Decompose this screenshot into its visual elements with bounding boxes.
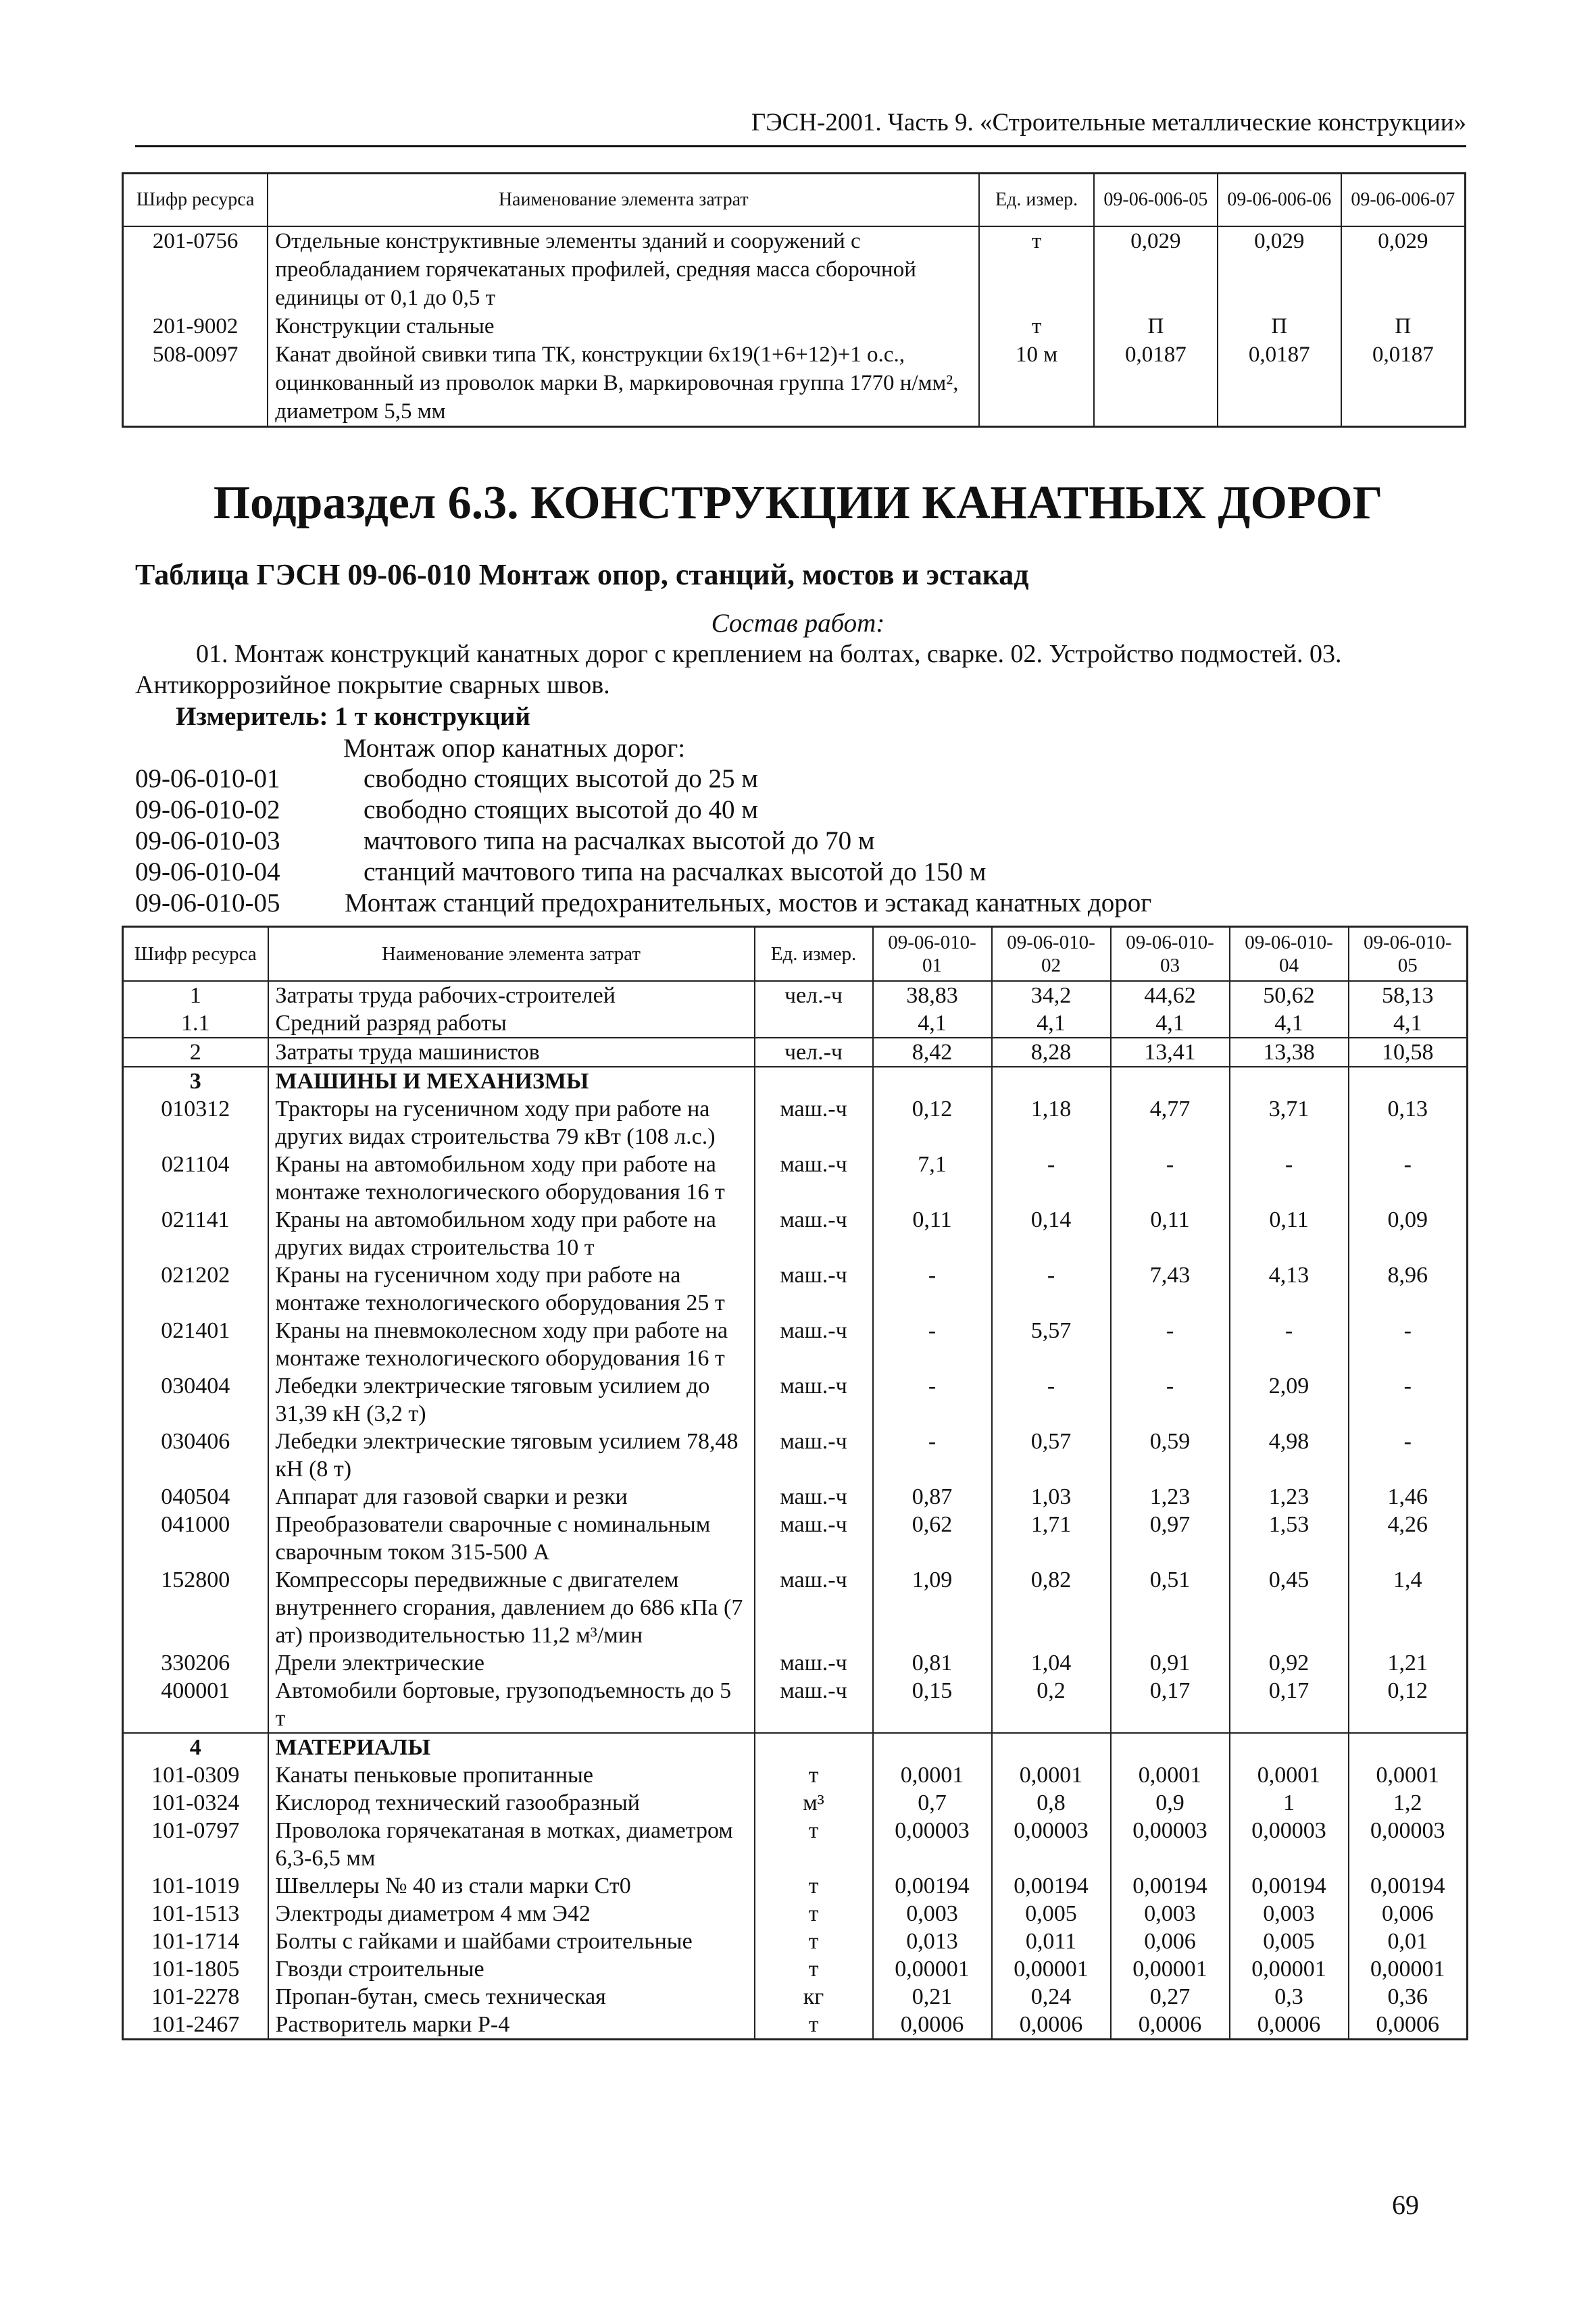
table-row <box>123 226 1466 312</box>
code-list-item <box>135 857 1151 888</box>
table-cell: маш.-ч <box>755 1511 873 1566</box>
table-cell: 0,8 <box>992 1789 1111 1817</box>
table-cell: Болты с гайками и шайбами строительные <box>268 1928 755 1955</box>
table-cell: Краны на гусеничном ходу при работе на монтаже технологического оборудования 25 т <box>268 1261 755 1317</box>
table-cell: 400001 <box>123 1677 268 1733</box>
table-cell: 0,0001 <box>1111 1761 1230 1789</box>
table-cell: 0,003 <box>1230 1900 1349 1928</box>
table-cell: 040504 <box>123 1483 268 1511</box>
table-cell: т <box>755 1900 873 1928</box>
table-cell: 0,0006 <box>1349 2011 1468 2040</box>
table-cell: 58,13 <box>1349 981 1468 1009</box>
table-cell: 0,003 <box>873 1900 992 1928</box>
table-cell: 0,24 <box>992 1983 1111 2011</box>
column-header: 09-06-010-04 <box>1230 927 1349 982</box>
table-cell: - <box>1349 1317 1468 1372</box>
table-cell: 0,51 <box>1111 1566 1230 1649</box>
table-cell: - <box>1111 1372 1230 1428</box>
table-row <box>123 1900 1468 1928</box>
table-row <box>123 1317 1468 1372</box>
table-cell: т <box>979 226 1094 312</box>
table-cell: 0,0006 <box>992 2011 1111 2040</box>
table-cell: 1,23 <box>1230 1483 1349 1511</box>
table-cell: 0,0001 <box>873 1761 992 1789</box>
table-row <box>123 1511 1468 1566</box>
table-cell: Краны на автомобильном ходу при работе на монтаже технологического оборудования 16 т <box>268 1151 755 1206</box>
section-title: МАТЕРИАЛЫ <box>268 1733 755 1761</box>
table-cell: 0,00194 <box>1230 1872 1349 1900</box>
empty-cell <box>873 1733 992 1761</box>
table-cell: 3,71 <box>1230 1095 1349 1151</box>
work-composition-text: 01. Монтаж конструкций канатных дорог с креплением на болтах, сварке. 02. Устройство подмостей. 03. Антикоррозийное покрытие сварных швов. <box>135 640 1342 699</box>
table-row <box>123 1789 1468 1817</box>
table-cell: 0,81 <box>873 1649 992 1677</box>
table-row <box>123 1372 1468 1428</box>
table-cell: - <box>1111 1151 1230 1206</box>
table-cell: 0,0187 <box>1218 341 1341 427</box>
table-cell: Пропан-бутан, смесь техническая <box>268 1983 755 2011</box>
table-cell: 0,005 <box>992 1900 1111 1928</box>
table-cell: 0,57 <box>992 1428 1111 1483</box>
empty-cell <box>1111 1067 1230 1095</box>
table-cell: 0,011 <box>992 1928 1111 1955</box>
table-cell: Краны на автомобильном ходу при работе на других видах строительства 10 т <box>268 1206 755 1261</box>
table-row <box>123 1483 1468 1511</box>
table-row <box>123 2011 1468 2040</box>
table-cell: 030406 <box>123 1428 268 1483</box>
table-cell: Кислород технический газообразный <box>268 1789 755 1817</box>
table-cell: 0,82 <box>992 1566 1111 1649</box>
code-list-item <box>135 826 1151 857</box>
section-header-row <box>123 1733 1468 1761</box>
table-cell: т <box>755 1872 873 1900</box>
table-cell: - <box>1349 1428 1468 1483</box>
norms-table <box>122 926 1468 2040</box>
table-cell: 101-0324 <box>123 1789 268 1817</box>
table-cell: маш.-ч <box>755 1372 873 1428</box>
table-cell: 8,42 <box>873 1038 992 1067</box>
table-cell: Аппарат для газовой сварки и резки <box>268 1483 755 1511</box>
table-cell: Лебедки электрические тяговым усилием до 31,39 кН (3,2 т) <box>268 1372 755 1428</box>
table-cell: 041000 <box>123 1511 268 1566</box>
table-cell: 10,58 <box>1349 1038 1468 1067</box>
table-row <box>123 1566 1468 1649</box>
table-cell: 4,77 <box>1111 1095 1230 1151</box>
continuation-table-header <box>123 174 1466 227</box>
table-cell: П <box>1218 312 1341 341</box>
empty-cell <box>1349 1733 1468 1761</box>
table-cell: 5,57 <box>992 1317 1111 1372</box>
table-cell: 34,2 <box>992 981 1111 1009</box>
table-cell: 0,029 <box>1341 226 1466 312</box>
table-cell: 0,00194 <box>992 1872 1111 1900</box>
table-cell: кг <box>755 1983 873 2011</box>
table-cell: Электроды диаметром 4 мм Э42 <box>268 1900 755 1928</box>
table-cell: т <box>755 1817 873 1872</box>
code-description: Монтаж станций предохранительных, мостов и эстакад канатных дорог <box>345 888 1152 917</box>
table-cell: маш.-ч <box>755 1483 873 1511</box>
table-cell: 1,03 <box>992 1483 1111 1511</box>
table-cell: Лебедки электрические тяговым усилием 78,48 кН (8 т) <box>268 1428 755 1483</box>
table-cell: 1,18 <box>992 1095 1111 1151</box>
table-row <box>123 1649 1468 1677</box>
table-cell: маш.-ч <box>755 1566 873 1649</box>
table-cell: 1,71 <box>992 1511 1111 1566</box>
table-cell: 0,12 <box>1349 1677 1468 1733</box>
work-composition-label: Состав работ: <box>711 609 885 638</box>
table-cell: 152800 <box>123 1566 268 1649</box>
table-cell: 0,0001 <box>1230 1761 1349 1789</box>
empty-cell <box>1230 1067 1349 1095</box>
table-cell: 0,00194 <box>1349 1872 1468 1900</box>
table-cell: т <box>755 2011 873 2040</box>
table-cell: 0,11 <box>1230 1206 1349 1261</box>
table-cell: 0,3 <box>1230 1983 1349 2011</box>
table-cell: 1,23 <box>1111 1483 1230 1511</box>
table-cell: - <box>873 1372 992 1428</box>
code-list <box>135 763 1151 919</box>
table-cell: 101-2467 <box>123 2011 268 2040</box>
empty-cell <box>755 1733 873 1761</box>
table-cell: 0,9 <box>1111 1789 1230 1817</box>
table-cell: Тракторы на гусеничном ходу при работе на других видах строительства 79 кВт (108 л.с.) <box>268 1095 755 1151</box>
column-header: 09-06-010-05 <box>1349 927 1468 982</box>
table-cell: 0,13 <box>1349 1095 1468 1151</box>
table-cell: 0,00003 <box>1111 1817 1230 1872</box>
table-cell: - <box>992 1372 1111 1428</box>
table-cell: Проволока горячекатаная в мотках, диаметром 6,3-6,5 мм <box>268 1817 755 1872</box>
norms-table-header <box>123 927 1468 982</box>
table-cell: - <box>1349 1151 1468 1206</box>
table-cell: маш.-ч <box>755 1649 873 1677</box>
empty-cell <box>1111 1733 1230 1761</box>
table-cell: 101-0797 <box>123 1817 268 1872</box>
table-cell: 4,1 <box>1230 1009 1349 1038</box>
table-cell: 1 <box>123 981 268 1009</box>
table-cell: 2 <box>123 1038 268 1067</box>
table-cell: Краны на пневмоколесном ходу при работе на монтаже технологического оборудования 16 т <box>268 1317 755 1372</box>
table-cell: 4,1 <box>992 1009 1111 1038</box>
code: 09-06-010-04 <box>135 857 280 886</box>
table-title: Таблица ГЭСН 09-06-010 Монтаж опор, станций, мостов и эстакад <box>135 558 1029 591</box>
table-cell: 0,11 <box>1111 1206 1230 1261</box>
table-cell: Отдельные конструктивные элементы зданий и сооружений с преобладанием горячекатаных профилей, средняя масса сборочной единицы от 0,1 до 0,5 т <box>268 226 979 312</box>
table-row <box>123 1009 1468 1038</box>
empty-cell <box>1230 1733 1349 1761</box>
table-cell: 1,2 <box>1349 1789 1468 1817</box>
empty-cell <box>992 1067 1111 1095</box>
measure-unit: Измеритель: 1 т конструкций <box>176 702 530 731</box>
table-cell: 0,15 <box>873 1677 992 1733</box>
column-header: 09-06-006-05 <box>1094 174 1218 227</box>
table-cell: 021141 <box>123 1206 268 1261</box>
code: 09-06-010-01 <box>135 764 280 793</box>
table-cell: 38,83 <box>873 981 992 1009</box>
table-cell: 0,97 <box>1111 1511 1230 1566</box>
table-cell: 0,029 <box>1094 226 1218 312</box>
table-cell: 0,62 <box>873 1511 992 1566</box>
table-cell: 101-0309 <box>123 1761 268 1789</box>
table-cell: 0,27 <box>1111 1983 1230 2011</box>
table-cell: 0,013 <box>873 1928 992 1955</box>
column-header: Шифр ресурса <box>123 927 268 982</box>
table-cell: 13,38 <box>1230 1038 1349 1067</box>
table-cell: 1 <box>1230 1789 1349 1817</box>
table-cell: 13,41 <box>1111 1038 1230 1067</box>
table-cell: 0,0187 <box>1341 341 1466 427</box>
column-header: 09-06-010-02 <box>992 927 1111 982</box>
table-cell: - <box>1111 1317 1230 1372</box>
table-cell: 0,36 <box>1349 1983 1468 2011</box>
code-list-item <box>135 795 1151 826</box>
table-cell: 44,62 <box>1111 981 1230 1009</box>
table-cell: 101-2278 <box>123 1983 268 2011</box>
table-cell: 0,00194 <box>873 1872 992 1900</box>
table-cell: 0,7 <box>873 1789 992 1817</box>
table-cell: - <box>1230 1317 1349 1372</box>
table-row <box>123 1955 1468 1983</box>
table-cell: 0,00003 <box>992 1817 1111 1872</box>
table-cell: т <box>755 1928 873 1955</box>
table-cell: 0,00001 <box>1349 1955 1468 1983</box>
subsection-title: Подраздел 6.3. КОНСТРУКЦИИ КАНАТНЫХ ДОРОГ <box>213 477 1383 529</box>
table-cell: 0,11 <box>873 1206 992 1261</box>
table-cell: Канат двойной свивки типа ТК, конструкции 6х19(1+6+12)+1 о.с., оцинкованный из проволок марки В, маркировочная группа 1770 н/мм², диаметром 5,5 мм <box>268 341 979 427</box>
table-cell: маш.-ч <box>755 1317 873 1372</box>
table-cell: 0,87 <box>873 1483 992 1511</box>
table-cell: м³ <box>755 1789 873 1817</box>
table-cell: Растворитель марки Р-4 <box>268 2011 755 2040</box>
table-cell: маш.-ч <box>755 1677 873 1733</box>
table-row <box>123 981 1468 1009</box>
table-cell: 0,91 <box>1111 1649 1230 1677</box>
table-cell: 0,00001 <box>992 1955 1111 1983</box>
table-cell: 4,1 <box>1111 1009 1230 1038</box>
table-cell: 0,006 <box>1349 1900 1468 1928</box>
table-cell: 0,00001 <box>873 1955 992 1983</box>
column-header: 09-06-006-06 <box>1218 174 1341 227</box>
table-row <box>123 341 1466 427</box>
table-cell: 0,005 <box>1230 1928 1349 1955</box>
table-row <box>123 1095 1468 1151</box>
table-cell: Компрессоры передвижные с двигателем внутреннего сгорания, давлением до 686 кПа (7 ат) производительностью 11,2 м³/мин <box>268 1566 755 1649</box>
table-cell: 021104 <box>123 1151 268 1206</box>
table-cell: 4,1 <box>1349 1009 1468 1038</box>
table-cell: 0,59 <box>1111 1428 1230 1483</box>
table-cell: - <box>873 1261 992 1317</box>
table-row <box>123 1428 1468 1483</box>
table-cell: 0,01 <box>1349 1928 1468 1955</box>
table-cell: 0,0187 <box>1094 341 1218 427</box>
table-cell <box>755 1009 873 1038</box>
table-row <box>123 1151 1468 1206</box>
continuation-table <box>122 172 1466 428</box>
table-cell: Конструкции стальные <box>268 312 979 341</box>
table-cell: 50,62 <box>1230 981 1349 1009</box>
table-cell: маш.-ч <box>755 1261 873 1317</box>
table-cell: 7,1 <box>873 1151 992 1206</box>
table-cell: 101-1805 <box>123 1955 268 1983</box>
table-cell: т <box>755 1955 873 1983</box>
table-row <box>123 1038 1468 1067</box>
table-row <box>123 1872 1468 1900</box>
table-cell: 0,0006 <box>1230 2011 1349 2040</box>
section-header-row <box>123 1067 1468 1095</box>
table-cell: 4,1 <box>873 1009 992 1038</box>
table-cell: 8,96 <box>1349 1261 1468 1317</box>
table-cell: Автомобили бортовые, грузоподъемность до 5 т <box>268 1677 755 1733</box>
table-cell: 7,43 <box>1111 1261 1230 1317</box>
table-cell: Затраты труда рабочих-строителей <box>268 981 755 1009</box>
table-cell: 1,09 <box>873 1566 992 1649</box>
table-cell: 10 м <box>979 341 1094 427</box>
table-cell: 4,98 <box>1230 1428 1349 1483</box>
column-header: Ед. измер. <box>755 927 873 982</box>
table-cell: Средний разряд работы <box>268 1009 755 1038</box>
table-cell: - <box>1349 1372 1468 1428</box>
table-cell: 0,00001 <box>1230 1955 1349 1983</box>
table-cell: Преобразователи сварочные с номинальным сварочным током 315-500 А <box>268 1511 755 1566</box>
empty-cell <box>873 1067 992 1095</box>
table-cell: чел.-ч <box>755 981 873 1009</box>
table-row <box>123 1817 1468 1872</box>
table-cell: 101-1513 <box>123 1900 268 1928</box>
table-cell: 0,17 <box>1111 1677 1230 1733</box>
code-description: мачтового типа на расчалках высотой до 70 м <box>364 826 875 855</box>
table-cell: 4,13 <box>1230 1261 1349 1317</box>
table-cell: 1,4 <box>1349 1566 1468 1649</box>
table-cell: Канаты пеньковые пропитанные <box>268 1761 755 1789</box>
table-cell: 0,0001 <box>1349 1761 1468 1789</box>
table-cell: 1,53 <box>1230 1511 1349 1566</box>
table-cell: 0,92 <box>1230 1649 1349 1677</box>
column-header: Шифр ресурса <box>123 174 268 227</box>
table-cell: - <box>992 1261 1111 1317</box>
column-header: Наименование элемента затрат <box>268 927 755 982</box>
column-header: Ед. измер. <box>979 174 1094 227</box>
table-row <box>123 1261 1468 1317</box>
table-cell: 1,21 <box>1349 1649 1468 1677</box>
code: 09-06-010-02 <box>135 795 280 824</box>
table-cell: П <box>1094 312 1218 341</box>
empty-cell <box>755 1067 873 1095</box>
column-header: 09-06-006-07 <box>1341 174 1466 227</box>
code: 09-06-010-05 <box>135 888 280 917</box>
code-description: станций мачтового типа на расчалках высотой до 150 м <box>364 857 987 886</box>
table-cell: - <box>992 1151 1111 1206</box>
page-number: 69 <box>1392 2190 1419 2220</box>
section-number: 4 <box>123 1733 268 1761</box>
table-cell: 201-0756 <box>123 226 268 312</box>
running-header: ГЭСН-2001. Часть 9. «Строительные металлические конструкции» <box>135 108 1466 147</box>
section-title: МАШИНЫ И МЕХАНИЗМЫ <box>268 1067 755 1095</box>
table-cell: 0,12 <box>873 1095 992 1151</box>
table-cell: 101-1019 <box>123 1872 268 1900</box>
table-cell: 010312 <box>123 1095 268 1151</box>
table-cell: 0,00194 <box>1111 1872 1230 1900</box>
table-cell: 0,2 <box>992 1677 1111 1733</box>
table-cell: 0,0006 <box>1111 2011 1230 2040</box>
code-description: свободно стоящих высотой до 40 м <box>364 795 758 824</box>
table-cell: 0,00003 <box>1230 1817 1349 1872</box>
table-cell: чел.-ч <box>755 1038 873 1067</box>
table-cell: 2,09 <box>1230 1372 1349 1428</box>
table-cell: П <box>1341 312 1466 341</box>
table-cell: 0,17 <box>1230 1677 1349 1733</box>
table-cell: т <box>755 1761 873 1789</box>
section-number: 3 <box>123 1067 268 1095</box>
table-cell: 0,006 <box>1111 1928 1230 1955</box>
table-row <box>123 312 1466 341</box>
table-cell: 508-0097 <box>123 341 268 427</box>
code-description: свободно стоящих высотой до 25 м <box>364 764 758 793</box>
table-cell: Гвозди строительные <box>268 1955 755 1983</box>
table-cell: 0,00001 <box>1111 1955 1230 1983</box>
code: 09-06-010-03 <box>135 826 280 855</box>
table-cell: 0,029 <box>1218 226 1341 312</box>
code-list-item <box>135 888 1151 919</box>
table-cell: - <box>873 1428 992 1483</box>
table-cell: 0,21 <box>873 1983 992 2011</box>
table-cell: 0,0001 <box>992 1761 1111 1789</box>
table-cell: 4,26 <box>1349 1511 1468 1566</box>
table-cell: Дрели электрические <box>268 1649 755 1677</box>
table-cell: Швеллеры № 40 из стали марки Ст0 <box>268 1872 755 1900</box>
table-cell: 0,0006 <box>873 2011 992 2040</box>
montage-label: Монтаж опор канатных дорог: <box>343 734 686 763</box>
empty-cell <box>992 1733 1111 1761</box>
table-cell: Затраты труда машинистов <box>268 1038 755 1067</box>
table-cell: 1.1 <box>123 1009 268 1038</box>
table-cell: 0,00003 <box>873 1817 992 1872</box>
table-row <box>123 1761 1468 1789</box>
table-cell: 201-9002 <box>123 312 268 341</box>
table-cell: 021202 <box>123 1261 268 1317</box>
table-cell: 030404 <box>123 1372 268 1428</box>
table-cell: 0,09 <box>1349 1206 1468 1261</box>
code-list-item <box>135 763 1151 795</box>
table-cell: маш.-ч <box>755 1428 873 1483</box>
table-row <box>123 1983 1468 2011</box>
empty-cell <box>1349 1067 1468 1095</box>
table-cell: маш.-ч <box>755 1095 873 1151</box>
table-cell: 0,00003 <box>1349 1817 1468 1872</box>
table-cell: маш.-ч <box>755 1151 873 1206</box>
table-row <box>123 1677 1468 1733</box>
table-cell: т <box>979 312 1094 341</box>
column-header: Наименование элемента затрат <box>268 174 979 227</box>
table-cell: 101-1714 <box>123 1928 268 1955</box>
table-row <box>123 1928 1468 1955</box>
table-cell: 0,14 <box>992 1206 1111 1261</box>
column-header: 09-06-010-01 <box>873 927 992 982</box>
table-cell: 330206 <box>123 1649 268 1677</box>
table-cell: - <box>1230 1151 1349 1206</box>
table-row <box>123 1206 1468 1261</box>
table-cell: 1,46 <box>1349 1483 1468 1511</box>
table-cell: 8,28 <box>992 1038 1111 1067</box>
column-header: 09-06-010-03 <box>1111 927 1230 982</box>
table-cell: 021401 <box>123 1317 268 1372</box>
table-cell: 0,003 <box>1111 1900 1230 1928</box>
table-cell: - <box>873 1317 992 1372</box>
table-cell: маш.-ч <box>755 1206 873 1261</box>
table-cell: 1,04 <box>992 1649 1111 1677</box>
table-cell: 0,45 <box>1230 1566 1349 1649</box>
